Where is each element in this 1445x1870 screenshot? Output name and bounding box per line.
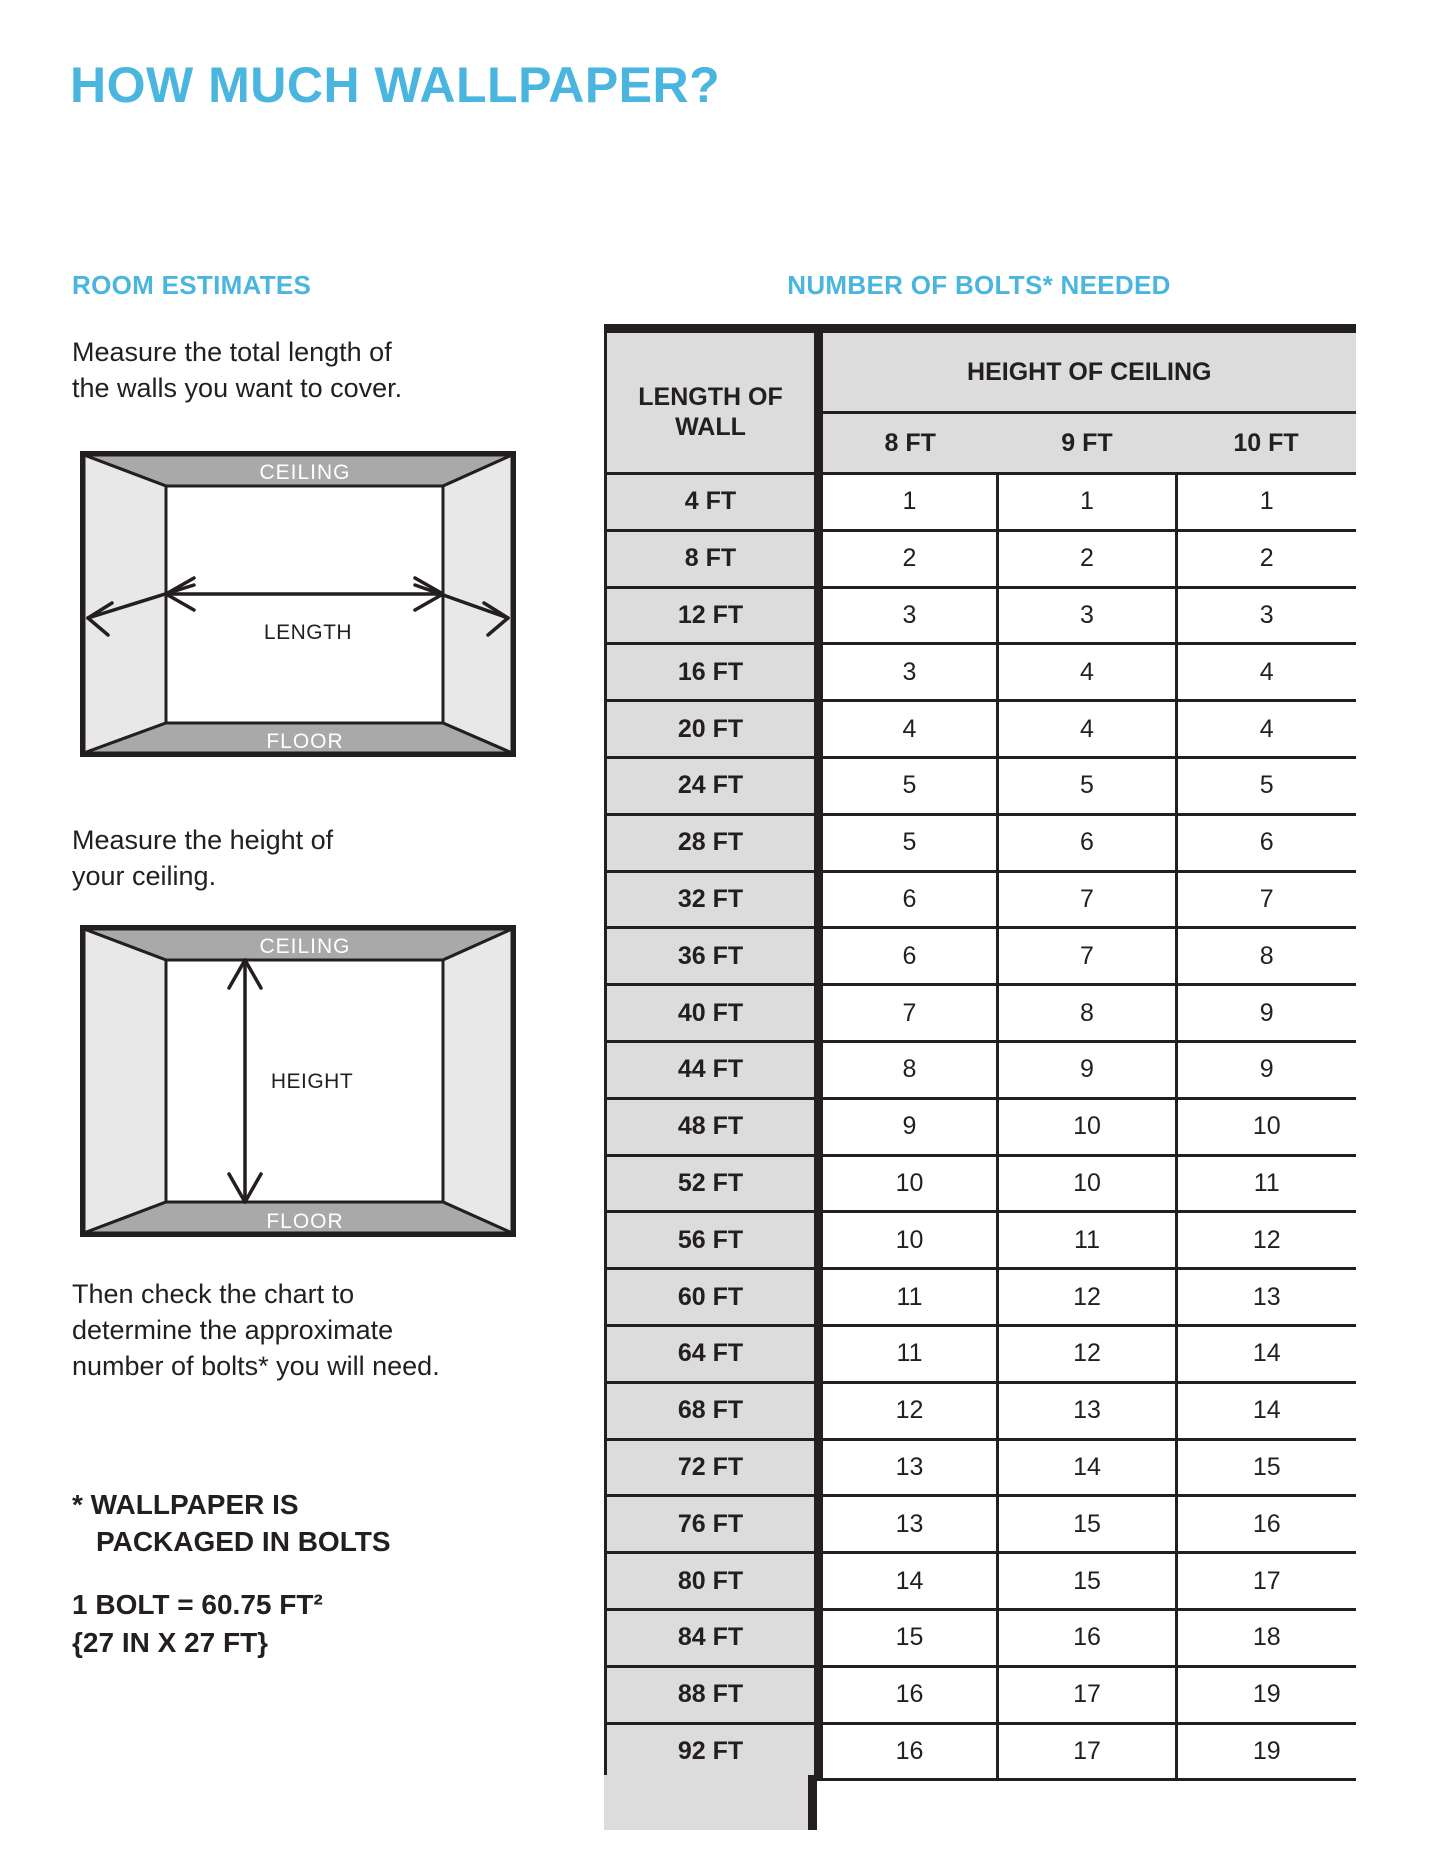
bolt-count-cell: 2 [819, 530, 998, 587]
table-row [606, 474, 1356, 531]
bolt-size-line: 1 BOLT = 60.75 FT² [72, 1589, 323, 1620]
bolt-count-cell: 11 [819, 1325, 998, 1382]
table-row [606, 871, 1356, 928]
bolt-count-cell: 12 [998, 1325, 1177, 1382]
wall-length-label: 68 FT [606, 1382, 819, 1439]
paragraph-line: Measure the total length of [72, 337, 392, 367]
bolt-count-cell: 17 [998, 1666, 1177, 1723]
bolt-count-cell: 11 [819, 1269, 998, 1326]
ceiling-label: CEILING [259, 935, 351, 958]
wall-length-label: 76 FT [606, 1496, 819, 1553]
paragraph-line: your ceiling. [72, 861, 217, 891]
height-dimension-label: HEIGHT [270, 1070, 354, 1093]
bolt-count-cell: 15 [998, 1496, 1177, 1553]
bolt-count-cell: 6 [819, 871, 998, 928]
check-chart-paragraph [72, 1276, 440, 1384]
bolt-count-cell: 16 [819, 1723, 998, 1780]
bolt-count-cell: 17 [1177, 1553, 1356, 1610]
paragraph-line: determine the approximate [72, 1315, 394, 1345]
table-row [606, 1325, 1356, 1382]
wall-length-label: 40 FT [606, 985, 819, 1042]
bolt-count-cell: 19 [1177, 1666, 1356, 1723]
wall-length-label: 84 FT [606, 1609, 819, 1666]
table-row [606, 985, 1356, 1042]
bolt-count-cell: 14 [998, 1439, 1177, 1496]
bolt-count-cell: 5 [998, 757, 1177, 814]
table-bottom-stub [604, 1775, 817, 1830]
bolt-count-cell: 10 [819, 1212, 998, 1269]
bolt-size-line: {27 IN X 27 FT} [72, 1627, 269, 1658]
bolt-count-cell: 14 [1177, 1382, 1356, 1439]
bolt-count-cell: 3 [1177, 587, 1356, 644]
paragraph-line: Then check the chart to [72, 1279, 355, 1309]
height-room-diagram [80, 925, 516, 1237]
bolt-count-cell: 9 [998, 1041, 1177, 1098]
bolt-count-cell: 4 [998, 701, 1177, 758]
bolt-count-cell: 8 [1177, 928, 1356, 985]
bolt-count-cell: 4 [998, 644, 1177, 701]
wall-length-label: 20 FT [606, 701, 819, 758]
bolt-count-cell: 7 [998, 928, 1177, 985]
bolt-count-cell: 1 [1177, 474, 1356, 531]
page-title: HOW MUCH WALLPAPER? [70, 57, 721, 113]
table-header-row [606, 329, 1356, 413]
right-wall-face [443, 455, 512, 753]
wall-length-label: 64 FT [606, 1325, 819, 1382]
wall-length-label: 4 FT [606, 474, 819, 531]
bolt-count-cell: 10 [998, 1098, 1177, 1155]
bolt-count-cell: 3 [819, 644, 998, 701]
table-row [606, 1041, 1356, 1098]
table-row [606, 1212, 1356, 1269]
wall-length-label: 12 FT [606, 587, 819, 644]
wall-length-label: 24 FT [606, 757, 819, 814]
bolt-count-cell: 18 [1177, 1609, 1356, 1666]
bolt-count-cell: 6 [998, 814, 1177, 871]
wall-length-label: 72 FT [606, 1439, 819, 1496]
bolt-count-cell: 17 [998, 1723, 1177, 1780]
table-row [606, 1098, 1356, 1155]
wall-length-label: 80 FT [606, 1553, 819, 1610]
bolt-count-cell: 4 [819, 701, 998, 758]
bolt-count-cell: 1 [819, 474, 998, 531]
bolt-count-cell: 2 [998, 530, 1177, 587]
measure-height-paragraph [72, 822, 333, 894]
table-row [606, 1723, 1356, 1780]
wall-length-label: 92 FT [606, 1723, 819, 1780]
wall-length-label: 48 FT [606, 1098, 819, 1155]
wall-length-label: 88 FT [606, 1666, 819, 1723]
bolt-count-cell: 4 [1177, 701, 1356, 758]
bolt-count-cell: 4 [1177, 644, 1356, 701]
wall-length-label: 36 FT [606, 928, 819, 985]
bolt-count-cell: 10 [1177, 1098, 1356, 1155]
bolt-count-cell: 9 [1177, 1041, 1356, 1098]
table-row [606, 1439, 1356, 1496]
wall-length-label: 60 FT [606, 1269, 819, 1326]
bolt-count-cell: 10 [998, 1155, 1177, 1212]
bolt-count-cell: 6 [819, 928, 998, 985]
table-bottom-stub-divider [808, 1775, 817, 1830]
paragraph-line: the walls you want to cover. [72, 373, 403, 403]
height-of-ceiling-header: HEIGHT OF CEILING [819, 329, 1356, 413]
bolt-count-cell: 6 [1177, 814, 1356, 871]
bolt-count-cell: 11 [1177, 1155, 1356, 1212]
left-wall-face [84, 929, 166, 1233]
bolt-count-cell: 9 [1177, 985, 1356, 1042]
bolt-count-cell: 5 [1177, 757, 1356, 814]
table-row [606, 530, 1356, 587]
footnote-line: * WALLPAPER IS [72, 1489, 299, 1520]
bolt-count-cell: 13 [819, 1496, 998, 1553]
table-row [606, 1382, 1356, 1439]
table-row [606, 1553, 1356, 1610]
bolt-count-cell: 5 [819, 814, 998, 871]
bolt-count-cell: 16 [819, 1666, 998, 1723]
wall-length-label: 28 FT [606, 814, 819, 871]
table-body [606, 474, 1356, 1780]
bolt-count-cell: 13 [998, 1382, 1177, 1439]
bolt-count-cell: 19 [1177, 1723, 1356, 1780]
ceiling-label: CEILING [259, 461, 351, 484]
bolts-footnote [72, 1486, 391, 1560]
length-of-wall-header [606, 329, 819, 474]
bolts-needed-table [604, 324, 1356, 1781]
table-row [606, 587, 1356, 644]
bolts-needed-heading: NUMBER OF BOLTS* NEEDED [787, 270, 1171, 300]
table-row [606, 1269, 1356, 1326]
wall-length-label: 52 FT [606, 1155, 819, 1212]
column-header-9ft: 9 FT [998, 413, 1177, 474]
table-row [606, 701, 1356, 758]
length-of-wall-header-text: LENGTH OF WALL [638, 382, 783, 441]
wall-length-label: 56 FT [606, 1212, 819, 1269]
table-row [606, 1609, 1356, 1666]
table-row [606, 757, 1356, 814]
bolt-count-cell: 5 [819, 757, 998, 814]
bolt-count-cell: 13 [1177, 1269, 1356, 1326]
column-header-8ft: 8 FT [819, 413, 998, 474]
wall-length-label: 8 FT [606, 530, 819, 587]
bolt-count-cell: 3 [998, 587, 1177, 644]
back-wall-face [166, 486, 443, 723]
bolt-count-cell: 1 [998, 474, 1177, 531]
bolt-count-cell: 12 [1177, 1212, 1356, 1269]
bolt-count-cell: 3 [819, 587, 998, 644]
right-wall-face [443, 929, 512, 1233]
wall-length-label: 16 FT [606, 644, 819, 701]
table-row [606, 1666, 1356, 1723]
table-row [606, 644, 1356, 701]
measure-length-paragraph [72, 334, 402, 406]
bolt-count-cell: 8 [819, 1041, 998, 1098]
bolt-count-cell: 13 [819, 1439, 998, 1496]
table-row [606, 928, 1356, 985]
bolt-count-cell: 12 [819, 1382, 998, 1439]
bolt-count-cell: 10 [819, 1155, 998, 1212]
floor-label: FLOOR [266, 1210, 344, 1233]
paragraph-line: number of bolts* you will need. [72, 1351, 440, 1381]
bolt-count-cell: 14 [1177, 1325, 1356, 1382]
bolt-count-cell: 15 [819, 1609, 998, 1666]
floor-label: FLOOR [266, 730, 344, 753]
bolt-count-cell: 8 [998, 985, 1177, 1042]
bolt-count-cell: 7 [998, 871, 1177, 928]
bolt-count-cell: 12 [998, 1269, 1177, 1326]
table-row [606, 814, 1356, 871]
bolt-size-info [72, 1586, 323, 1662]
length-room-diagram [80, 451, 516, 757]
left-wall-face [84, 455, 166, 753]
bolt-count-cell: 15 [998, 1553, 1177, 1610]
bolt-count-cell: 11 [998, 1212, 1177, 1269]
length-dimension-label: LENGTH [263, 621, 353, 644]
paragraph-line: Measure the height of [72, 825, 334, 855]
bolt-count-cell: 7 [1177, 871, 1356, 928]
bolt-count-cell: 7 [819, 985, 998, 1042]
footnote-line: PACKAGED IN BOLTS [96, 1526, 391, 1557]
table-row [606, 1496, 1356, 1553]
wall-length-label: 32 FT [606, 871, 819, 928]
table-row [606, 1155, 1356, 1212]
bolt-count-cell: 16 [1177, 1496, 1356, 1553]
wall-length-label: 44 FT [606, 1041, 819, 1098]
bolt-count-cell: 9 [819, 1098, 998, 1155]
bolt-count-cell: 15 [1177, 1439, 1356, 1496]
bolt-count-cell: 14 [819, 1553, 998, 1610]
bolt-count-cell: 2 [1177, 530, 1356, 587]
bolt-count-cell: 16 [998, 1609, 1177, 1666]
room-estimates-heading: ROOM ESTIMATES [72, 270, 312, 300]
column-header-10ft: 10 FT [1177, 413, 1356, 474]
